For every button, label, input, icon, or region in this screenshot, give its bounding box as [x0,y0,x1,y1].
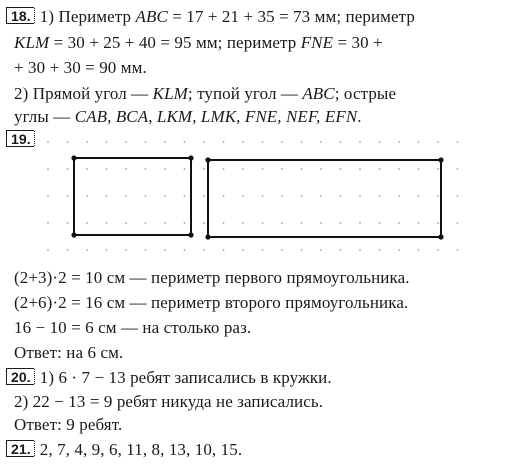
problem-18-line-1: 18. 1) Периметр ABC = 17 + 21 + 35 = 73 мм; периметр [6,8,415,25]
rectangle-2 [208,160,441,237]
problem-18-line-3: + 30 + 30 = 90 мм. [14,58,147,77]
problem-19-line-2: (2+6)·2 = 16 см — периметр второго прямоугольника. [14,293,409,312]
rectangle-corners [71,155,443,239]
problem-18-line-2: KLM = 30 + 25 + 40 = 95 мм; периметр FNE = 30 + [14,33,383,52]
rectangle-1 [74,158,191,235]
problem-19-line-1: (2+3)·2 = 10 см — периметр первого прямоугольника. [14,268,410,287]
problem-18-line-5: углы — CAB, BCA, LKM, LMK, FNE, NEF, EFN. [14,107,362,126]
problem-20-line-1: 20. 1) 6 · 7 − 13 ребят записались в кружки. [6,369,332,386]
problem-21-line: 21. 2, 7, 4, 9, 6, 11, 8, 13, 10, 15. [6,441,242,458]
problem-number-21: 21. [6,440,34,457]
problem-number-18: 18. [6,7,34,24]
problem-number-20: 20. [6,368,34,385]
problem-18-line-4: 2) Прямой угол — KLM; тупой угол — ABC; острые [14,84,397,103]
problem-20-line-2: 2) 22 − 13 = 9 ребят никуда не записались. [14,392,324,411]
problem-19-answer: Ответ: на 6 см. [14,343,124,362]
problem-20-answer: Ответ: 9 ребят. [14,415,123,434]
problem-number-19: 19. [6,130,34,147]
problem-19-line-3: 16 − 10 = 6 см — на столько раз. [14,318,252,337]
